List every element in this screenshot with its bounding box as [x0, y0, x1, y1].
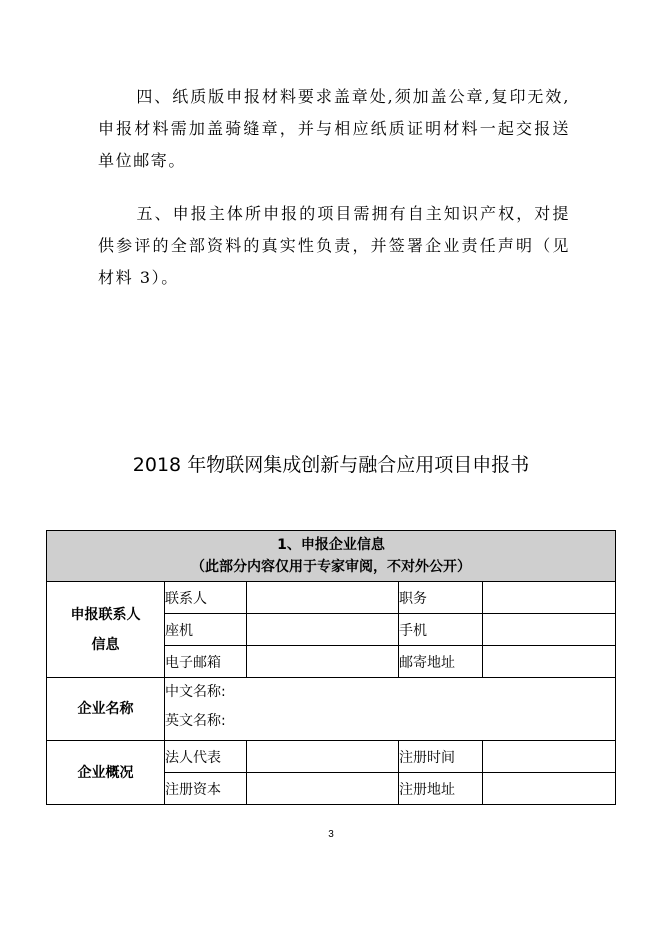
reg-address-label: 注册地址: [399, 773, 483, 805]
company-overview-label: 企业概况: [47, 741, 165, 805]
paragraph-item-5: [98, 198, 570, 294]
email-field[interactable]: [247, 646, 399, 678]
mailing-address-label: 邮寄地址: [399, 646, 483, 678]
contact-person-field[interactable]: [247, 582, 399, 614]
reg-date-label: 注册时间: [399, 741, 483, 773]
company-name-label: 企业名称: [47, 678, 165, 741]
reg-capital-field[interactable]: [247, 773, 399, 805]
table-header-row: [47, 531, 616, 582]
table-header: [47, 531, 616, 582]
landline-field[interactable]: [247, 614, 399, 646]
company-name-field[interactable]: [165, 678, 616, 741]
table-row: [47, 582, 616, 614]
landline-label: 座机: [165, 614, 247, 646]
reg-capital-label: 注册资本: [165, 773, 247, 805]
form-title: 2018 年物联网集成创新与融合应用项目申报书: [132, 454, 530, 476]
legal-rep-label: 法人代表: [165, 741, 247, 773]
table-row: [47, 678, 616, 741]
paragraph-item-5-text: 五、申报主体所申报的项目需拥有自主知识产权，对提供参评的全部资料的真实性负责，并签署企业责任声明（见材料 3）。: [98, 204, 570, 287]
mobile-label: 手机: [399, 614, 483, 646]
table-header-title: 1、申报企业信息: [277, 537, 385, 553]
chinese-name-label: 中文名称:: [165, 684, 226, 700]
contact-person-label: 联系人: [165, 582, 247, 614]
table-header-note: （此部分内容仅用于专家审阅，不对外公开）: [191, 559, 472, 575]
paragraph-item-4: [98, 81, 570, 177]
contact-group-label-line1: 申报联系人: [70, 606, 141, 623]
contact-group-label-line2: 信息: [91, 636, 120, 653]
page-number: 3: [328, 829, 334, 840]
position-label: 职务: [399, 582, 483, 614]
company-info-table: [46, 530, 616, 805]
mailing-address-field[interactable]: [483, 646, 616, 678]
legal-rep-field[interactable]: [247, 741, 399, 773]
paragraph-item-4-text: 四、纸质版申报材料要求盖章处,须加盖公章,复印无效,申报材料需加盖骑缝章，并与相应纸质证明材料一起交报送单位邮寄。: [98, 87, 570, 170]
position-field[interactable]: [483, 582, 616, 614]
english-name-label: 英文名称:: [165, 713, 226, 729]
mobile-field[interactable]: [483, 614, 616, 646]
table-row: [47, 741, 616, 773]
email-label: 电子邮箱: [165, 646, 247, 678]
reg-address-field[interactable]: [483, 773, 616, 805]
contact-group-label: [47, 582, 165, 678]
reg-date-field[interactable]: [483, 741, 616, 773]
